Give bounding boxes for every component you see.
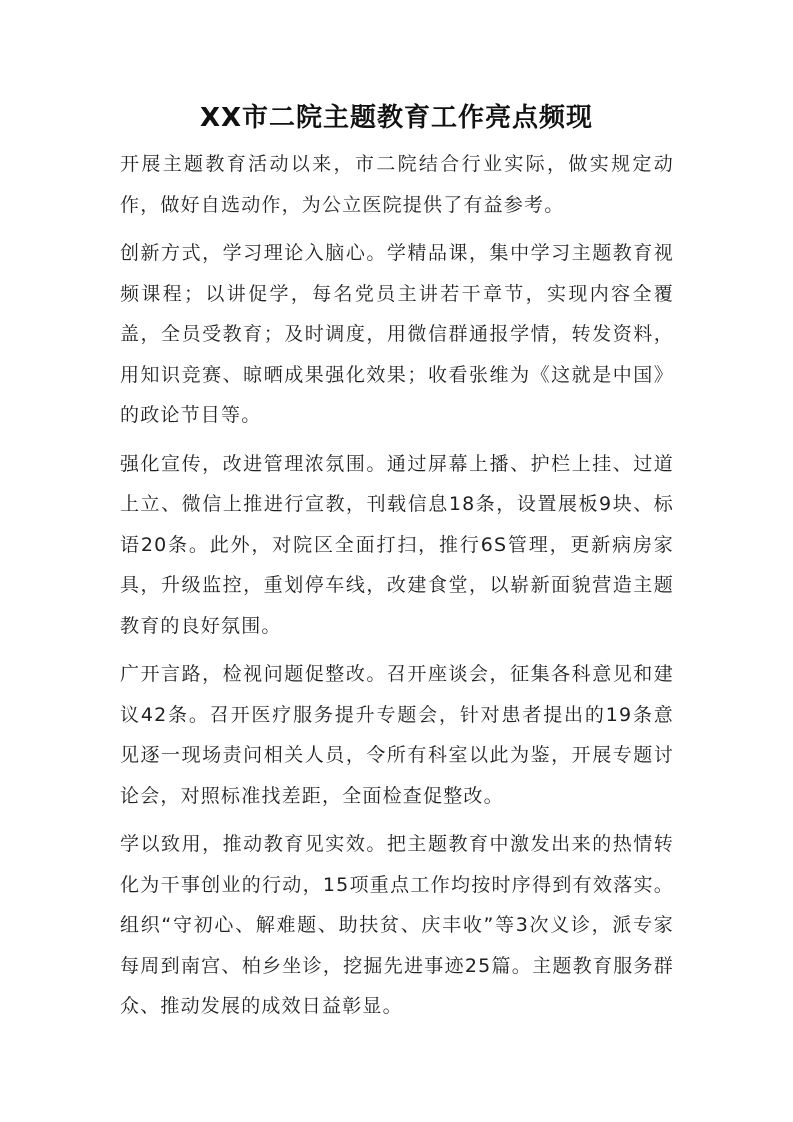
paragraph-inspect-rectify: 广开言路，检视问题促整改。召开座谈会，征集各科意见和建议42条。召开医疗服务提升专题会，针对患者提出的19条意见逐一现场责问相关人员，令所有科室以此为鉴，开展专题讨论会，对照标准找差距，全面检查促整改。 — [120, 663, 674, 807]
paragraph-intro: 开展主题教育活动以来，市二院结合行业实际，做实规定动作，做好自选动作，为公立医院提供了有益参考。 — [120, 153, 674, 216]
paragraph-publicity-management: 强化宣传，改进管理浓氛围。通过屏幕上播、护栏上挂、过道上立、微信上推进行宣教，刊载信息18条，设置展板9块、标语20条。此外，对院区全面打扫，推行6S管理，更新病房家具，升级监控，重划停车线，改建食堂，以崭新面貌营造主题教育的良好氛围。 — [120, 452, 674, 637]
document-title: XX市二院主题教育工作亮点频现 — [199, 103, 594, 133]
paragraph-apply-results: 学以致用，推动教育见实效。把主题教育中激发出来的热情转化为干事创业的行动，15项重点工作均按时序得到有效落实。组织“守初心、解难题、助扶贫、庆丰收”等3次义诊，派专家每周到南宫、柏乡坐诊，挖掘先进事迹25篇。主题教育服务群众、推动发展的成效日益彰显。 — [120, 833, 674, 1017]
document-body — [120, 144, 674, 1035]
paragraph-innovate-study: 创新方式，学习理论入脑心。学精品课，集中学习主题教育视频课程；以讲促学，每名党员主讲若干章节，实现内容全覆盖，全员受教育；及时调度，用微信群通报学情，转发资料，用知识竞赛、晾晒成果强化效果；收看张维为《这就是中国》的政论节目等。 — [120, 242, 674, 426]
